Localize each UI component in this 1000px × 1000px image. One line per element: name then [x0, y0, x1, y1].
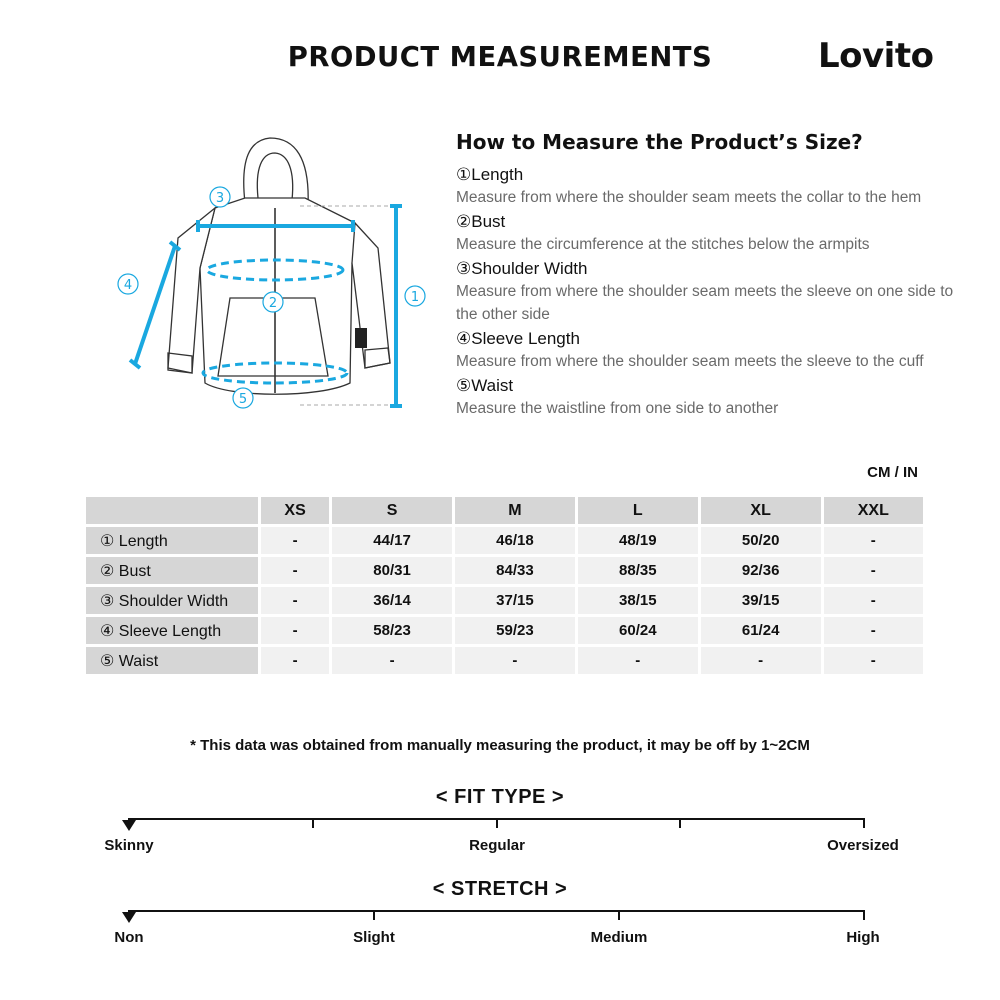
- table-cell: -: [261, 647, 329, 674]
- marker-shoulder: 3: [215, 191, 225, 206]
- guide-item: [456, 258, 986, 326]
- guide-item-desc: Measure from where the shoulder seam meets the collar to the hem: [456, 189, 922, 206]
- table-cell: 60/24: [578, 617, 698, 644]
- fit-type-tick: [496, 818, 498, 828]
- table-row: [86, 617, 923, 644]
- table-row: [86, 587, 923, 614]
- table-cell: 37/15: [455, 587, 575, 614]
- guide-item-desc: Measure from where the shoulder seam meets the sleeve to the cuff: [456, 353, 924, 370]
- guide-item: [456, 375, 986, 420]
- stretch-label: Slight: [353, 929, 395, 946]
- table-cell: 36/14: [332, 587, 452, 614]
- fit-type-title: < FIT TYPE >: [435, 786, 565, 808]
- size-table: [83, 494, 926, 677]
- guide-item-title: ③Shoulder Width: [456, 259, 588, 278]
- stretch-label: Medium: [590, 929, 648, 946]
- table-cell: 46/18: [455, 527, 575, 554]
- column-header: S: [332, 497, 452, 524]
- fit-type-label: Oversized: [827, 837, 899, 854]
- fit-type-label: Regular: [469, 837, 525, 854]
- column-header: XL: [701, 497, 821, 524]
- table-cell: 38/15: [578, 587, 698, 614]
- row-label: ④ Sleeve Length: [86, 617, 258, 644]
- table-cell: 92/36: [701, 557, 821, 584]
- guide-item-title: ①Length: [456, 165, 524, 184]
- page-title: PRODUCT MEASUREMENTS: [287, 40, 713, 73]
- row-label: ① Length: [86, 527, 258, 554]
- table-cell: 48/19: [578, 527, 698, 554]
- guide-item: [456, 164, 986, 209]
- marker-bust: 2: [268, 296, 278, 311]
- table-cell: -: [578, 647, 698, 674]
- guide-item-title: ⑤Waist: [456, 376, 514, 395]
- table-row: [86, 557, 923, 584]
- table-cell: 44/17: [332, 527, 452, 554]
- table-corner: [86, 497, 258, 524]
- measurement-note: * This data was obtained from manually measuring the product, it may be off by 1~2CM: [190, 737, 810, 754]
- stretch-marker-icon: [122, 912, 136, 923]
- marker-length: 1: [410, 290, 420, 305]
- fit-type-tick: [863, 818, 865, 828]
- column-header: L: [578, 497, 698, 524]
- table-cell: -: [261, 587, 329, 614]
- measure-guide: [456, 130, 986, 422]
- row-label: ③ Shoulder Width: [86, 587, 258, 614]
- table-row: [86, 647, 923, 674]
- stretch-label: Non: [114, 929, 144, 946]
- marker-sleeve: 4: [123, 278, 133, 293]
- guide-item-title: ④Sleeve Length: [456, 329, 580, 348]
- stretch-scale-line: [128, 910, 865, 912]
- stretch-label: High: [846, 929, 880, 946]
- table-cell: 80/31: [332, 557, 452, 584]
- table-cell: -: [261, 557, 329, 584]
- guide-item-desc: Measure the waistline from one side to another: [456, 400, 779, 417]
- stretch-title: < STRETCH >: [432, 878, 568, 900]
- table-cell: -: [824, 617, 923, 644]
- column-header: XXL: [824, 497, 923, 524]
- table-cell: 61/24: [701, 617, 821, 644]
- hoodie-diagram: [100, 128, 440, 418]
- fit-type-tick: [312, 818, 314, 828]
- guide-item: [456, 328, 986, 373]
- table-cell: -: [824, 587, 923, 614]
- column-header: M: [455, 497, 575, 524]
- table-cell: -: [455, 647, 575, 674]
- table-cell: 50/20: [701, 527, 821, 554]
- guide-item-desc: Measure from where the shoulder seam meets the sleeve on one side to the other side: [456, 283, 954, 323]
- table-cell: -: [824, 527, 923, 554]
- table-cell: 88/35: [578, 557, 698, 584]
- unit-label: CM / IN: [867, 464, 918, 481]
- fit-type-tick: [679, 818, 681, 828]
- fit-type-marker-icon: [122, 820, 136, 831]
- table-cell: 39/15: [701, 587, 821, 614]
- table-cell: 84/33: [455, 557, 575, 584]
- guide-item-desc: Measure the circumference at the stitches below the armpits: [456, 236, 870, 253]
- table-header-row: [86, 497, 923, 524]
- table-cell: -: [332, 647, 452, 674]
- stretch-tick: [373, 910, 375, 920]
- marker-waist: 5: [238, 392, 248, 407]
- guide-heading: How to Measure the Product’s Size?: [456, 130, 863, 154]
- guide-item-title: ②Bust: [456, 212, 506, 231]
- table-cell: -: [701, 647, 821, 674]
- table-cell: 59/23: [455, 617, 575, 644]
- table-cell: -: [824, 647, 923, 674]
- guide-item: [456, 211, 986, 256]
- row-label: ⑤ Waist: [86, 647, 258, 674]
- brand-logo: Lovito: [818, 36, 934, 76]
- column-header: XS: [261, 497, 329, 524]
- table-cell: 58/23: [332, 617, 452, 644]
- table-cell: -: [261, 527, 329, 554]
- stretch-tick: [863, 910, 865, 920]
- row-label: ② Bust: [86, 557, 258, 584]
- fit-type-label: Skinny: [104, 837, 154, 854]
- table-cell: -: [824, 557, 923, 584]
- table-row: [86, 527, 923, 554]
- table-cell: -: [261, 617, 329, 644]
- stretch-tick: [618, 910, 620, 920]
